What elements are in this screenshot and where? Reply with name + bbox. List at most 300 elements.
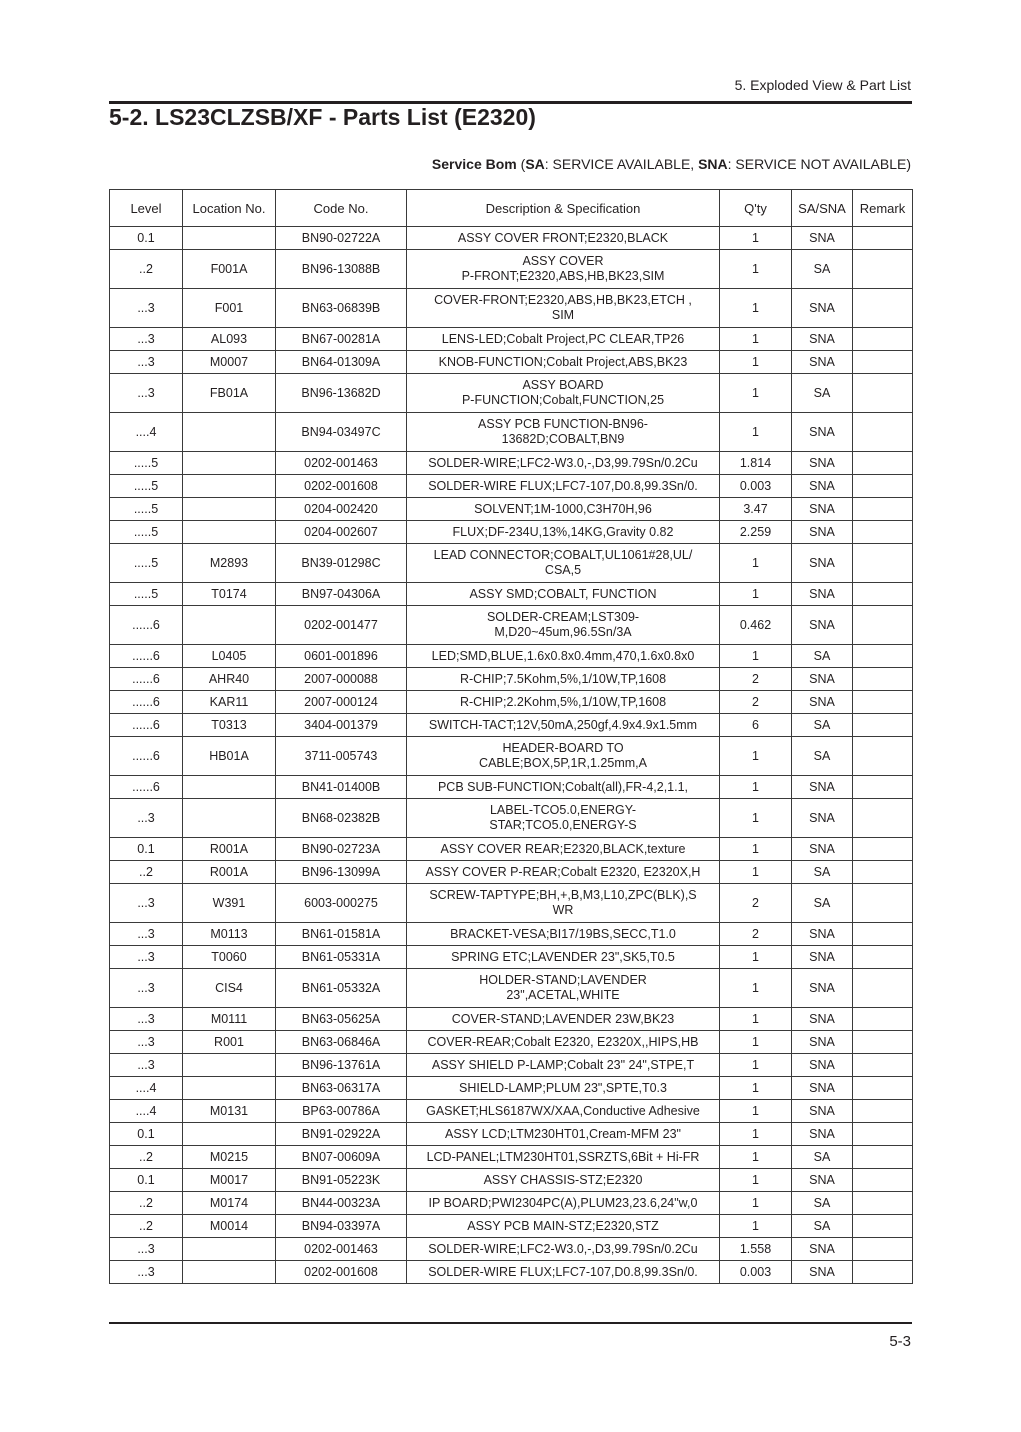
sa-sna-cell: SNA [792, 776, 853, 799]
remark-cell [853, 1261, 913, 1284]
legend-sna-text: : SERVICE NOT AVAILABLE) [727, 156, 911, 172]
location-cell [183, 1123, 276, 1146]
remark-cell [853, 227, 913, 250]
table-row [110, 521, 913, 544]
location-cell [183, 1077, 276, 1100]
qty-cell: 3.47 [720, 498, 792, 521]
sa-sna-cell: SNA [792, 1169, 853, 1192]
table-row [110, 946, 913, 969]
remark-cell [853, 475, 913, 498]
code-cell: BN96-13761A [276, 1054, 407, 1077]
description-cell: BRACKET-VESA;BI17/19BS,SECC,T1.0 [407, 923, 720, 946]
sa-sna-cell: SA [792, 1192, 853, 1215]
description-cell: ASSY LCD;LTM230HT01,Cream-MFM 23" [407, 1123, 720, 1146]
location-cell: KAR11 [183, 691, 276, 714]
remark-cell [853, 668, 913, 691]
remark-cell [853, 1192, 913, 1215]
remark-cell [853, 714, 913, 737]
code-cell: BN41-01400B [276, 776, 407, 799]
qty-cell: 1 [720, 351, 792, 374]
code-cell: 0202-001463 [276, 1238, 407, 1261]
qty-cell: 2.259 [720, 521, 792, 544]
qty-cell: 1 [720, 328, 792, 351]
table-header-row [110, 190, 913, 227]
level-cell: ..2 [110, 250, 183, 289]
location-cell [183, 498, 276, 521]
table-row [110, 1031, 913, 1054]
description-cell: LCD-PANEL;LTM230HT01,SSRZTS,6Bit + Hi-FR [407, 1146, 720, 1169]
bottom-rule [109, 1322, 912, 1324]
level-cell: .....5 [110, 583, 183, 606]
level-cell: ...3 [110, 1261, 183, 1284]
code-cell: BN97-04306A [276, 583, 407, 606]
level-cell: .....5 [110, 544, 183, 583]
sa-sna-cell: SNA [792, 1100, 853, 1123]
description-cell: ASSY COVER FRONT;E2320,BLACK [407, 227, 720, 250]
remark-cell [853, 374, 913, 413]
location-cell: AHR40 [183, 668, 276, 691]
remark-cell [853, 1008, 913, 1031]
code-cell: BN63-06839B [276, 289, 407, 328]
level-cell: ....4 [110, 413, 183, 452]
sa-sna-cell: SA [792, 374, 853, 413]
qty-cell: 1 [720, 1215, 792, 1238]
description-cell: COVER-REAR;Cobalt E2320, E2320X,,HIPS,HB [407, 1031, 720, 1054]
remark-cell [853, 1146, 913, 1169]
legend-sna-code: SNA [698, 156, 728, 172]
section-label: 5. Exploded View & Part List [734, 77, 911, 93]
location-cell: M0014 [183, 1215, 276, 1238]
table-row [110, 1169, 913, 1192]
remark-cell [853, 1077, 913, 1100]
remark-cell [853, 799, 913, 838]
qty-cell: 1 [720, 861, 792, 884]
sa-sna-cell: SNA [792, 969, 853, 1008]
code-cell: BN96-13682D [276, 374, 407, 413]
location-cell: M0007 [183, 351, 276, 374]
location-cell: R001A [183, 861, 276, 884]
table-row [110, 776, 913, 799]
description-cell: HOLDER-STAND;LAVENDER 23",ACETAL,WHITE [407, 969, 720, 1008]
location-cell: R001A [183, 838, 276, 861]
col-header-code: Code No. [276, 190, 407, 227]
level-cell: ..2 [110, 1192, 183, 1215]
remark-cell [853, 452, 913, 475]
location-cell: M0174 [183, 1192, 276, 1215]
code-cell: 3404-001379 [276, 714, 407, 737]
page-title: 5-2. LS23CLZSB/XF - Parts List (E2320) [109, 104, 536, 130]
table-row [110, 668, 913, 691]
col-header-location: Location No. [183, 190, 276, 227]
table-row [110, 691, 913, 714]
qty-cell: 2 [720, 884, 792, 923]
level-cell: ...3 [110, 799, 183, 838]
location-cell [183, 475, 276, 498]
code-cell: 0202-001608 [276, 1261, 407, 1284]
sa-sna-cell: SA [792, 884, 853, 923]
sa-sna-cell: SNA [792, 452, 853, 475]
col-header-description: Description & Specification [407, 190, 720, 227]
code-cell: BN44-00323A [276, 1192, 407, 1215]
table-row [110, 1077, 913, 1100]
remark-cell [853, 1031, 913, 1054]
remark-cell [853, 328, 913, 351]
remark-cell [853, 969, 913, 1008]
sa-sna-cell: SNA [792, 1054, 853, 1077]
level-cell: ...3 [110, 374, 183, 413]
sa-sna-cell: SNA [792, 328, 853, 351]
table-row [110, 1054, 913, 1077]
level-cell: ..2 [110, 861, 183, 884]
description-cell: FLUX;DF-234U,13%,14KG,Gravity 0.82 [407, 521, 720, 544]
remark-cell [853, 1215, 913, 1238]
code-cell: BN94-03397A [276, 1215, 407, 1238]
description-cell: SHIELD-LAMP;PLUM 23",SPTE,T0.3 [407, 1077, 720, 1100]
qty-cell: 1 [720, 737, 792, 776]
code-cell: 0204-002607 [276, 521, 407, 544]
level-cell: .....5 [110, 475, 183, 498]
remark-cell [853, 1169, 913, 1192]
description-cell: ASSY SHIELD P-LAMP;Cobalt 23" 24",STPE,T [407, 1054, 720, 1077]
level-cell: ......6 [110, 691, 183, 714]
level-cell: ......6 [110, 645, 183, 668]
sa-sna-cell: SNA [792, 498, 853, 521]
description-cell: GASKET;HLS6187WX/XAA,Conductive Adhesive [407, 1100, 720, 1123]
remark-cell [853, 351, 913, 374]
qty-cell: 1 [720, 374, 792, 413]
level-cell: ...3 [110, 1054, 183, 1077]
sa-sna-cell: SNA [792, 227, 853, 250]
remark-cell [853, 691, 913, 714]
code-cell: 2007-000124 [276, 691, 407, 714]
code-cell: BN61-05331A [276, 946, 407, 969]
sa-sna-cell: SNA [792, 583, 853, 606]
description-cell: COVER-STAND;LAVENDER 23W,BK23 [407, 1008, 720, 1031]
description-cell: SOLDER-CREAM;LST309- M,D20~45um,96.5Sn/3A [407, 606, 720, 645]
location-cell [183, 452, 276, 475]
remark-cell [853, 838, 913, 861]
sa-sna-cell: SNA [792, 691, 853, 714]
sa-sna-cell: SA [792, 1146, 853, 1169]
level-cell: ....4 [110, 1077, 183, 1100]
level-cell: ......6 [110, 606, 183, 645]
table-row [110, 799, 913, 838]
code-cell: BN63-06317A [276, 1077, 407, 1100]
level-cell: 0.1 [110, 1123, 183, 1146]
table-row [110, 227, 913, 250]
col-header-remark: Remark [853, 190, 913, 227]
table-row [110, 838, 913, 861]
table-row [110, 328, 913, 351]
remark-cell [853, 583, 913, 606]
location-cell [183, 1238, 276, 1261]
table-row [110, 374, 913, 413]
description-cell: SCREW-TAPTYPE;BH,+,B,M3,L10,ZPC(BLK),S WR [407, 884, 720, 923]
code-cell: BN94-03497C [276, 413, 407, 452]
sa-sna-cell: SNA [792, 923, 853, 946]
code-cell: 0202-001477 [276, 606, 407, 645]
qty-cell: 1 [720, 1169, 792, 1192]
qty-cell: 2 [720, 691, 792, 714]
qty-cell: 1 [720, 544, 792, 583]
description-cell: ASSY COVER P-REAR;Cobalt E2320, E2320X,H [407, 861, 720, 884]
location-cell: L0405 [183, 645, 276, 668]
description-cell: ASSY CHASSIS-STZ;E2320 [407, 1169, 720, 1192]
remark-cell [853, 606, 913, 645]
remark-cell [853, 289, 913, 328]
location-cell: CIS4 [183, 969, 276, 1008]
location-cell [183, 799, 276, 838]
description-cell: PCB SUB-FUNCTION;Cobalt(all),FR-4,2,1.1, [407, 776, 720, 799]
table-row [110, 452, 913, 475]
qty-cell: 0.462 [720, 606, 792, 645]
qty-cell: 1.814 [720, 452, 792, 475]
remark-cell [853, 544, 913, 583]
level-cell: ......6 [110, 714, 183, 737]
code-cell: 6003-000275 [276, 884, 407, 923]
location-cell [183, 776, 276, 799]
level-cell: ...3 [110, 289, 183, 328]
qty-cell: 0.003 [720, 1261, 792, 1284]
qty-cell: 1 [720, 799, 792, 838]
remark-cell [853, 861, 913, 884]
table-row [110, 351, 913, 374]
description-cell: ASSY PCB FUNCTION-BN96- 13682D;COBALT,BN9 [407, 413, 720, 452]
level-cell: ...3 [110, 1238, 183, 1261]
code-cell: BN91-05223K [276, 1169, 407, 1192]
sa-sna-cell: SNA [792, 606, 853, 645]
level-cell: ...3 [110, 884, 183, 923]
description-cell: SOLDER-WIRE;LFC2-W3.0,-,D3,99.79Sn/0.2Cu [407, 452, 720, 475]
code-cell: BN90-02723A [276, 838, 407, 861]
code-cell: BN64-01309A [276, 351, 407, 374]
table-row [110, 1238, 913, 1261]
level-cell: ......6 [110, 737, 183, 776]
remark-cell [853, 498, 913, 521]
qty-cell: 1 [720, 227, 792, 250]
sa-sna-cell: SA [792, 714, 853, 737]
sa-sna-cell: SA [792, 1215, 853, 1238]
remark-cell [853, 776, 913, 799]
qty-cell: 1 [720, 645, 792, 668]
table-row [110, 413, 913, 452]
parts-table-body [110, 227, 913, 1284]
qty-cell: 1 [720, 946, 792, 969]
code-cell: BN63-05625A [276, 1008, 407, 1031]
legend-sa-code: SA [525, 156, 545, 172]
table-row [110, 1100, 913, 1123]
level-cell: .....5 [110, 452, 183, 475]
code-cell: BN39-01298C [276, 544, 407, 583]
qty-cell: 1 [720, 289, 792, 328]
sa-sna-cell: SNA [792, 668, 853, 691]
code-cell: BP63-00786A [276, 1100, 407, 1123]
description-cell: SOLVENT;1M-1000,C3H70H,96 [407, 498, 720, 521]
table-row [110, 923, 913, 946]
location-cell: M0111 [183, 1008, 276, 1031]
level-cell: ...3 [110, 969, 183, 1008]
level-cell: ......6 [110, 776, 183, 799]
description-cell: R-CHIP;2.2Kohm,5%,1/10W,TP,1608 [407, 691, 720, 714]
remark-cell [853, 1123, 913, 1146]
remark-cell [853, 1100, 913, 1123]
description-cell: SWITCH-TACT;12V,50mA,250gf,4.9x4.9x1.5mm [407, 714, 720, 737]
description-cell: HEADER-BOARD TO CABLE;BOX,5P,1R,1.25mm,A [407, 737, 720, 776]
qty-cell: 2 [720, 923, 792, 946]
table-row [110, 645, 913, 668]
qty-cell: 0.003 [720, 475, 792, 498]
location-cell: T0174 [183, 583, 276, 606]
remark-cell [853, 884, 913, 923]
code-cell: 0202-001463 [276, 452, 407, 475]
sa-sna-cell: SNA [792, 799, 853, 838]
location-cell: T0313 [183, 714, 276, 737]
table-row [110, 1123, 913, 1146]
table-row [110, 544, 913, 583]
description-cell: ASSY SMD;COBALT, FUNCTION [407, 583, 720, 606]
location-cell [183, 521, 276, 544]
legend-sa-text: : SERVICE AVAILABLE, [544, 156, 699, 172]
location-cell: M0131 [183, 1100, 276, 1123]
level-cell: ....4 [110, 1100, 183, 1123]
location-cell: R001 [183, 1031, 276, 1054]
remark-cell [853, 946, 913, 969]
sa-sna-cell: SNA [792, 289, 853, 328]
location-cell [183, 413, 276, 452]
description-cell: SOLDER-WIRE FLUX;LFC7-107,D0.8,99.3Sn/0. [407, 475, 720, 498]
location-cell: FB01A [183, 374, 276, 413]
qty-cell: 1 [720, 413, 792, 452]
location-cell: M0215 [183, 1146, 276, 1169]
sa-sna-cell: SNA [792, 351, 853, 374]
table-row [110, 1146, 913, 1169]
level-cell: ..2 [110, 1215, 183, 1238]
sa-sna-cell: SA [792, 645, 853, 668]
sa-sna-cell: SNA [792, 838, 853, 861]
code-cell: 0202-001608 [276, 475, 407, 498]
sa-sna-cell: SNA [792, 1123, 853, 1146]
location-cell [183, 227, 276, 250]
table-row [110, 884, 913, 923]
location-cell [183, 1261, 276, 1284]
qty-cell: 1 [720, 776, 792, 799]
remark-cell [853, 1054, 913, 1077]
code-cell: BN96-13099A [276, 861, 407, 884]
remark-cell [853, 737, 913, 776]
code-cell: 0204-002420 [276, 498, 407, 521]
description-cell: SPRING ETC;LAVENDER 23",SK5,T0.5 [407, 946, 720, 969]
level-cell: ...3 [110, 328, 183, 351]
qty-cell: 1 [720, 1054, 792, 1077]
table-row [110, 1215, 913, 1238]
sa-sna-cell: SNA [792, 1238, 853, 1261]
code-cell: BN67-00281A [276, 328, 407, 351]
sa-sna-cell: SNA [792, 946, 853, 969]
sa-sna-cell: SA [792, 737, 853, 776]
sa-sna-cell: SA [792, 250, 853, 289]
legend-lead: Service Bom [431, 156, 517, 172]
qty-cell: 1 [720, 1100, 792, 1123]
level-cell: .....5 [110, 498, 183, 521]
location-cell: M0017 [183, 1169, 276, 1192]
page-number: 5-3 [889, 1333, 911, 1350]
qty-cell: 2 [720, 668, 792, 691]
qty-cell: 1 [720, 1192, 792, 1215]
code-cell: BN68-02382B [276, 799, 407, 838]
level-cell: ...3 [110, 351, 183, 374]
qty-cell: 1 [720, 1008, 792, 1031]
qty-cell: 1 [720, 1077, 792, 1100]
qty-cell: 1 [720, 969, 792, 1008]
location-cell [183, 1054, 276, 1077]
qty-cell: 1.558 [720, 1238, 792, 1261]
description-cell: R-CHIP;7.5Kohm,5%,1/10W,TP,1608 [407, 668, 720, 691]
table-row [110, 475, 913, 498]
qty-cell: 1 [720, 1123, 792, 1146]
code-cell: BN61-05332A [276, 969, 407, 1008]
table-row [110, 1192, 913, 1215]
sa-sna-cell: SNA [792, 1008, 853, 1031]
col-header-level: Level [110, 190, 183, 227]
sa-sna-cell: SNA [792, 413, 853, 452]
table-row [110, 861, 913, 884]
location-cell: M0113 [183, 923, 276, 946]
description-cell: SOLDER-WIRE FLUX;LFC7-107,D0.8,99.3Sn/0. [407, 1261, 720, 1284]
code-cell: 0601-001896 [276, 645, 407, 668]
sa-sna-cell: SNA [792, 475, 853, 498]
level-cell: ...3 [110, 1008, 183, 1031]
description-cell: ASSY COVER REAR;E2320,BLACK,texture [407, 838, 720, 861]
code-cell: BN91-02922A [276, 1123, 407, 1146]
location-cell: W391 [183, 884, 276, 923]
location-cell: F001A [183, 250, 276, 289]
remark-cell [853, 645, 913, 668]
remark-cell [853, 923, 913, 946]
level-cell: 0.1 [110, 838, 183, 861]
description-cell: ASSY BOARD P-FUNCTION;Cobalt,FUNCTION,25 [407, 374, 720, 413]
qty-cell: 1 [720, 250, 792, 289]
code-cell: BN90-02722A [276, 227, 407, 250]
qty-cell: 1 [720, 1031, 792, 1054]
location-cell: AL093 [183, 328, 276, 351]
qty-cell: 1 [720, 1146, 792, 1169]
level-cell: ...3 [110, 946, 183, 969]
remark-cell [853, 521, 913, 544]
location-cell: HB01A [183, 737, 276, 776]
code-cell: BN63-06846A [276, 1031, 407, 1054]
description-cell: ASSY PCB MAIN-STZ;E2320,STZ [407, 1215, 720, 1238]
level-cell: .....5 [110, 521, 183, 544]
table-row [110, 250, 913, 289]
level-cell: ...3 [110, 923, 183, 946]
table-row [110, 1261, 913, 1284]
level-cell: ......6 [110, 668, 183, 691]
remark-cell [853, 1238, 913, 1261]
description-cell: LENS-LED;Cobalt Project,PC CLEAR,TP26 [407, 328, 720, 351]
col-header-sa-sna: SA/SNA [792, 190, 853, 227]
description-cell: COVER-FRONT;E2320,ABS,HB,BK23,ETCH , SIM [407, 289, 720, 328]
table-row [110, 583, 913, 606]
table-row [110, 606, 913, 645]
sa-sna-cell: SNA [792, 1077, 853, 1100]
description-cell: KNOB-FUNCTION;Cobalt Project,ABS,BK23 [407, 351, 720, 374]
code-cell: BN61-01581A [276, 923, 407, 946]
table-row [110, 289, 913, 328]
description-cell: SOLDER-WIRE;LFC2-W3.0,-,D3,99.79Sn/0.2Cu [407, 1238, 720, 1261]
code-cell: BN07-00609A [276, 1146, 407, 1169]
parts-list-table [109, 189, 913, 1284]
code-cell: 3711-005743 [276, 737, 407, 776]
